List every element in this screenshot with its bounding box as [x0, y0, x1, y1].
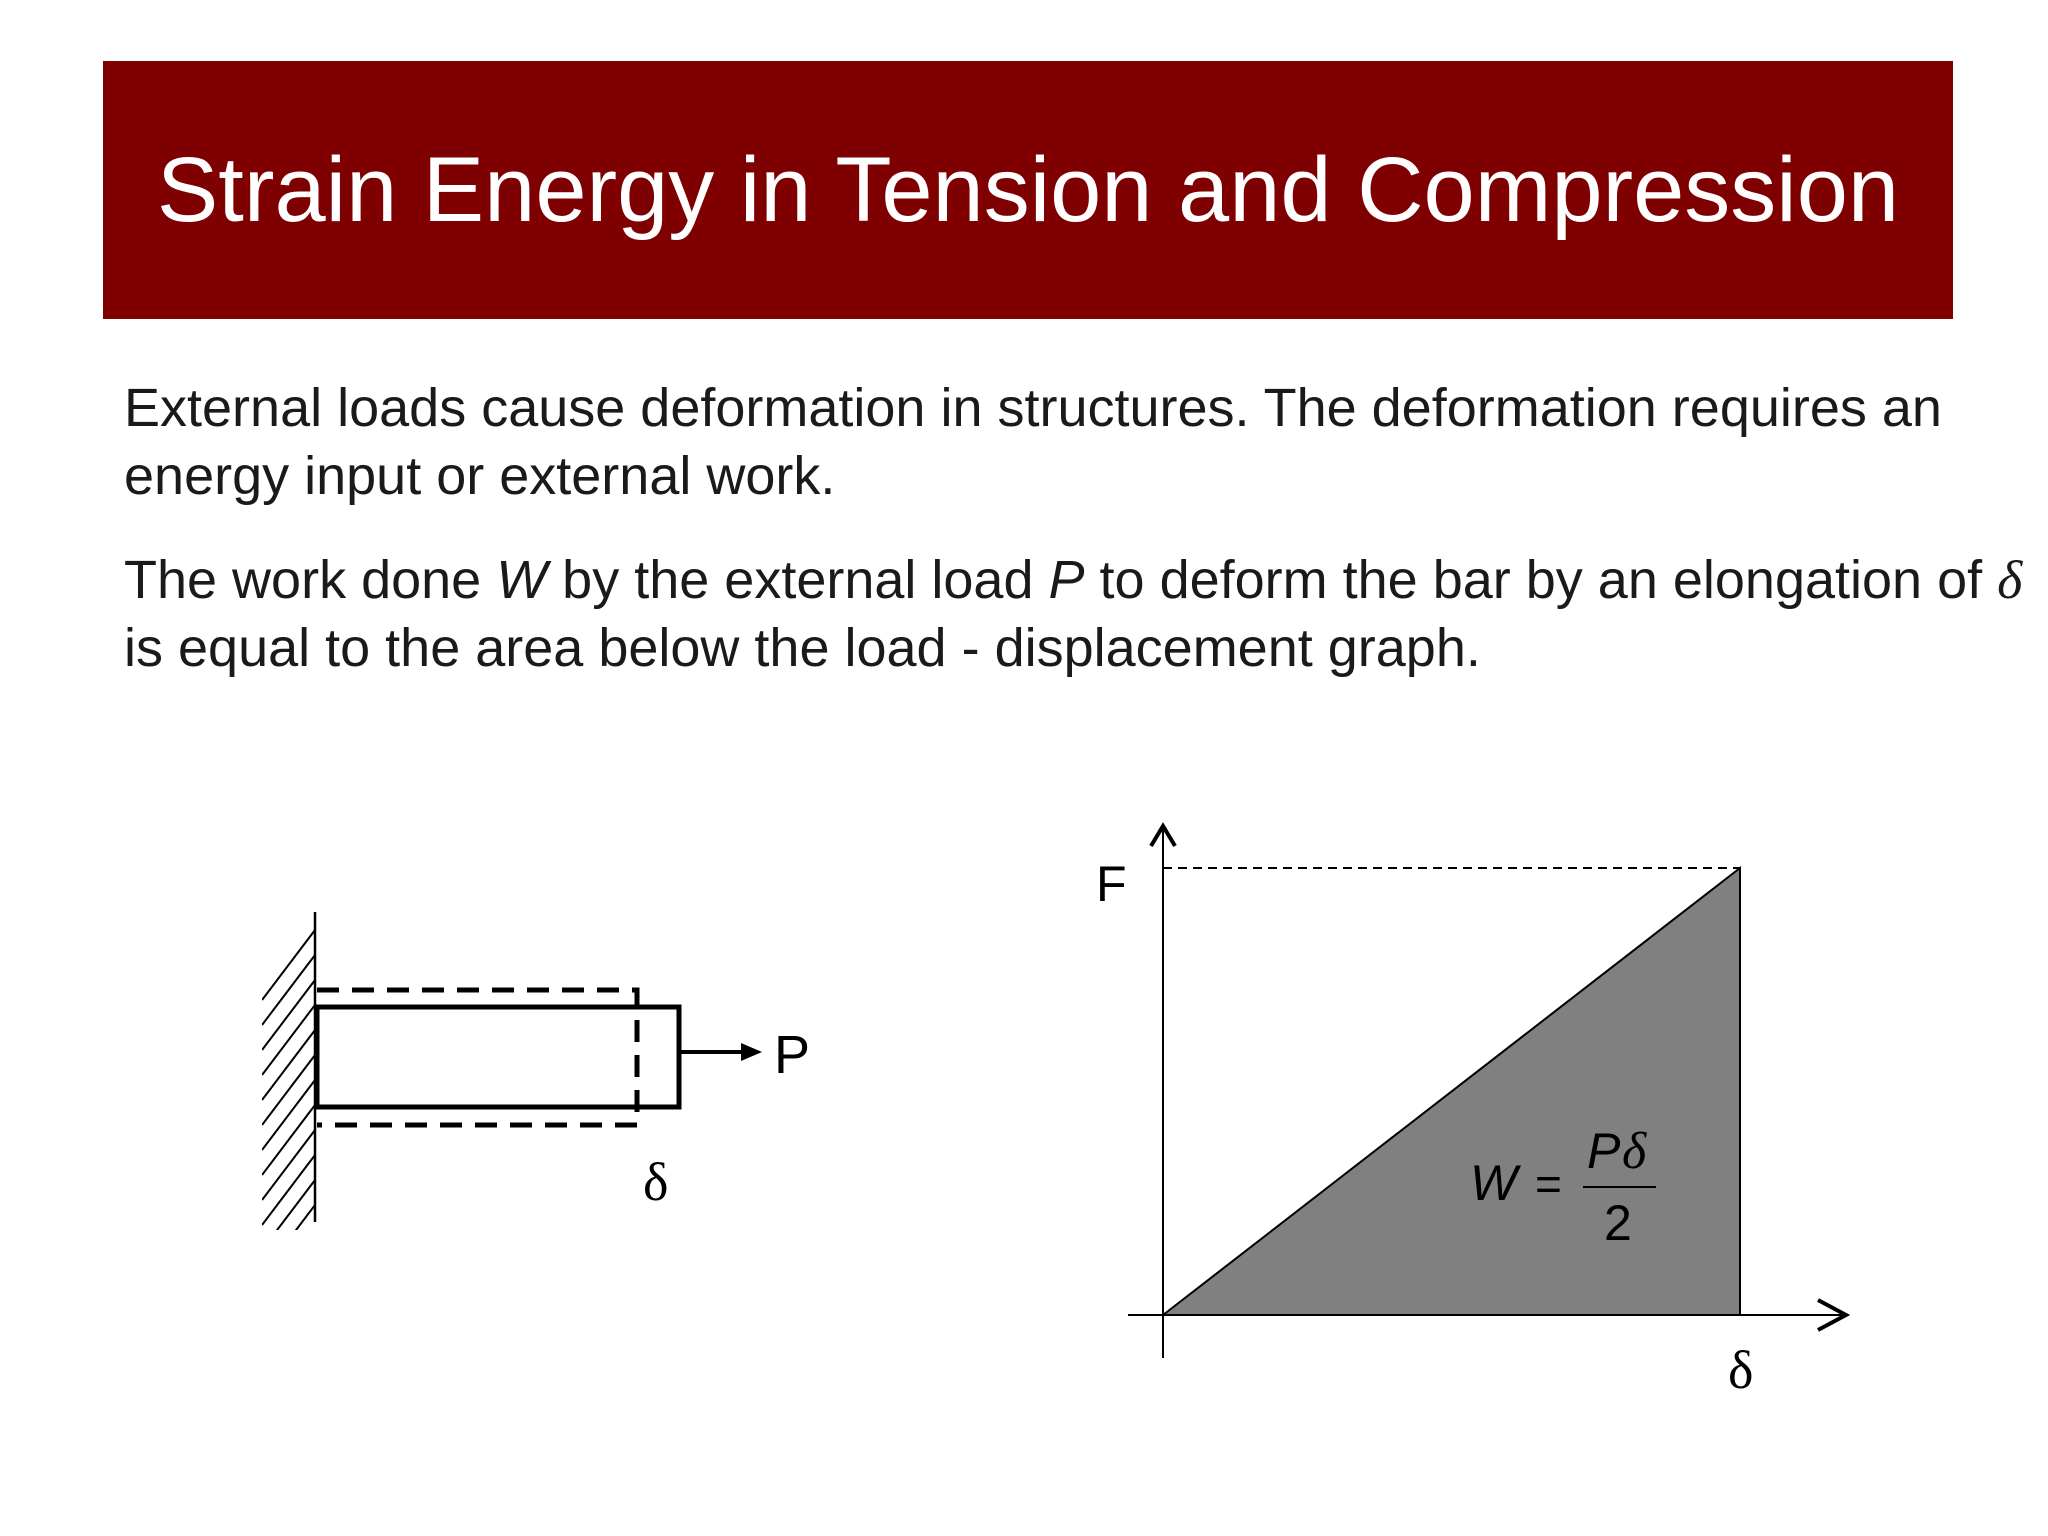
- bar-original: [317, 1007, 679, 1107]
- wall-hatch: [262, 930, 315, 1275]
- work-area: [1163, 868, 1740, 1315]
- symbol-p: P: [1048, 550, 1085, 610]
- formula-equals: =: [1535, 1158, 1562, 1210]
- x-axis-label: δ: [1728, 1340, 1754, 1400]
- formula-w: W: [1470, 1155, 1518, 1211]
- paragraph-text: by the external load: [547, 550, 1049, 610]
- formula-numerator-delta: δ: [1622, 1123, 1647, 1180]
- load-arrowhead: [741, 1043, 762, 1061]
- paragraph-text: The work done: [124, 550, 497, 610]
- y-axis-label: F: [1096, 856, 1127, 912]
- paragraph-external-loads: External loads cause deformation in structures. The deformation requires an energy input or external work.: [124, 378, 1942, 506]
- load-label: P: [774, 1025, 811, 1085]
- elongation-label: δ: [643, 1152, 669, 1212]
- slide-title: Strain Energy in Tension and Compression: [156, 138, 1900, 241]
- formula-numerator-p: P: [1587, 1123, 1621, 1179]
- load-displacement-graph: [1096, 826, 1846, 1400]
- bar-diagram: [262, 912, 810, 1275]
- symbol-delta: δ: [1997, 550, 2023, 610]
- symbol-w: W: [496, 550, 548, 610]
- paragraph-text: to deform the bar by an elongation of: [1084, 550, 1998, 610]
- paragraph-text: is equal to the area below the load - displacement graph.: [124, 618, 1481, 678]
- formula-denominator: 2: [1604, 1195, 1632, 1251]
- wall-support: [262, 912, 315, 1275]
